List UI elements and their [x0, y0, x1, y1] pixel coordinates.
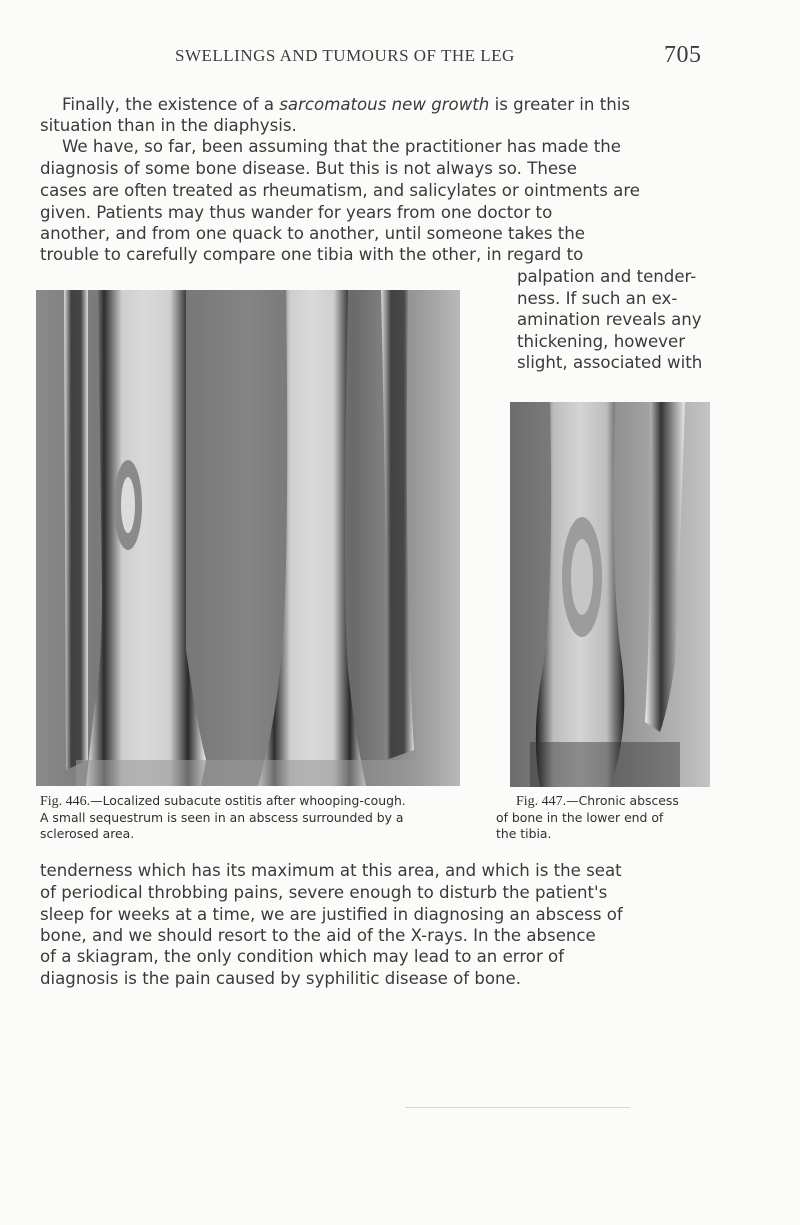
figure-446-label: Fig. 446. [40, 794, 91, 809]
paragraph-2-line-11: slight, associated with [517, 353, 703, 372]
figure-446-caption [40, 793, 480, 842]
paragraph-2-line-1: We have, so far, been assuming that the practitioner has made the [62, 137, 621, 156]
xray-fig-447-drawing [510, 402, 710, 787]
bottom-line-6: diagnosis is the pain caused by syphilitic disease of bone. [40, 969, 522, 988]
figure-447-label: Fig. 447. [516, 794, 567, 809]
running-title: SWELLINGS AND TUMOURS OF THE LEG [175, 46, 515, 65]
xray-image-fig-447 [510, 402, 710, 787]
paragraph-2-line-2: diagnosis of some bone disease. But this is not always so. These [40, 159, 577, 178]
figure-447-caption [496, 793, 776, 842]
page-number: 705 [664, 42, 702, 68]
bottom-line-2: of periodical throbbing pains, severe enough to disturb the patient's [40, 883, 608, 902]
xray-fig-446-drawing [36, 290, 460, 786]
paragraph-2-line-5: another, and from one quack to another, until someone takes the [40, 224, 585, 243]
figure-447-caption-line-3: the tibia. [496, 826, 552, 841]
paragraph-2-line-9: amination reveals any [517, 310, 702, 329]
paragraph-2-line-4: given. Patients may thus wander for years from one doctor to [40, 203, 553, 222]
paragraph-2-line-3: cases are often treated as rheumatism, and salicylates or ointments are [40, 181, 640, 200]
paragraph-2-line-8: ness. If such an ex- [517, 289, 678, 308]
bottom-line-5: of a skiagram, the only condition which may lead to an error of [40, 947, 565, 966]
figure-446-caption-line-1: —Localized subacute ostitis after whooping-cough. [90, 793, 406, 808]
paragraph-2-line-10: thickening, however [517, 332, 686, 351]
paragraph-2-line-7: palpation and tender- [517, 267, 697, 286]
figure-447-caption-line-1: —Chronic abscess [566, 793, 679, 808]
bottom-line-3: sleep for weeks at a time, we are justified in diagnosing an abscess of [40, 905, 623, 924]
figure-447-caption-line-2: of bone in the lower end of [496, 810, 664, 825]
figure-446-caption-line-2: A small sequestrum is seen in an abscess surrounded by a [40, 810, 404, 825]
italic-phrase: sarcomatous new growth [279, 95, 490, 114]
paragraph-2-line-6: trouble to carefully compare one tibia with the other, in regard to [40, 245, 584, 264]
paragraph-1-line-1: Finally, the existence of a sarcomatous new growth is greater in this [62, 95, 630, 114]
xray-image-fig-446 [36, 290, 460, 786]
paragraph-1-line-2: situation than in the diaphysis. [40, 116, 297, 135]
footer-rule [405, 1107, 630, 1108]
figure-446-caption-line-3: sclerosed area. [40, 826, 135, 841]
bottom-line-1: tenderness which has its maximum at this area, and which is the seat [40, 861, 622, 880]
bottom-line-4: bone, and we should resort to the aid of the X-rays. In the absence [40, 926, 596, 945]
